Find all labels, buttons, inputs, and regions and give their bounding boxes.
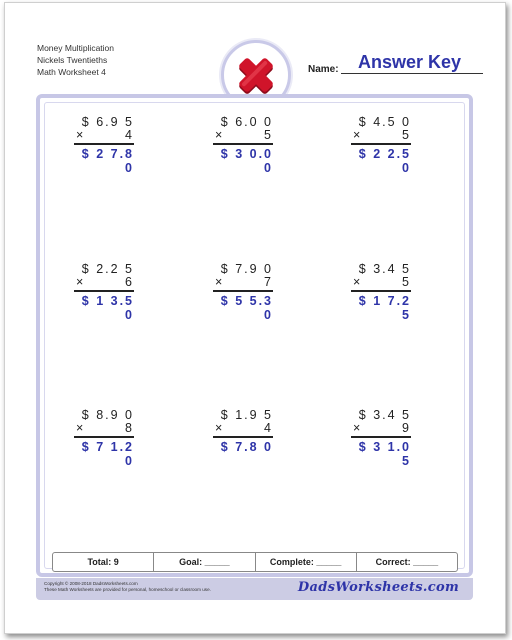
tally-complete: Complete: _____ <box>255 553 356 571</box>
problem-answer: $ 2 2.5 0 <box>358 147 411 175</box>
multiply-sign: × <box>353 128 361 142</box>
multiply-sign: × <box>76 275 84 289</box>
answer-rule <box>213 436 273 438</box>
problem-answer: $ 3 1.0 5 <box>358 440 411 468</box>
problem-multiplier: 7 <box>264 275 273 289</box>
problem-multiplier: 4 <box>264 421 273 435</box>
tally-correct: Correct: _____ <box>356 553 457 571</box>
problem-7 <box>74 408 134 468</box>
problem-answer: $ 1 3.5 0 <box>81 294 134 322</box>
problem-3 <box>351 115 411 175</box>
problem-6 <box>351 262 411 322</box>
problem-2 <box>213 115 273 175</box>
tally-goal: Goal: _____ <box>153 553 254 571</box>
multiply-sign: × <box>76 128 84 142</box>
footer <box>36 578 473 600</box>
problem-answer: $ 5 5.3 0 <box>220 294 273 322</box>
problem-4 <box>74 262 134 322</box>
problem-answer: $ 1 7.2 5 <box>358 294 411 322</box>
problem-top-value: $ 7.9 0 <box>220 262 273 276</box>
problem-answer: $ 7 1.2 0 <box>81 440 134 468</box>
copyright-line-1: Copyright © 2008-2018 DadsWorksheets.com <box>44 581 138 586</box>
problem-multiplier: 6 <box>125 275 134 289</box>
problem-multiplier: 5 <box>402 128 411 142</box>
multiply-sign: × <box>353 421 361 435</box>
problem-multiplier: 5 <box>402 275 411 289</box>
answer-rule <box>351 290 411 292</box>
problem-answer: $ 7.8 0 <box>220 440 273 454</box>
problem-top-value: $ 6.0 0 <box>220 115 273 129</box>
multiply-sign: × <box>76 421 84 435</box>
answer-rule <box>74 143 134 145</box>
red-x-icon <box>234 53 278 97</box>
problem-multiplier: 5 <box>264 128 273 142</box>
problem-8 <box>213 408 273 454</box>
answer-rule <box>74 436 134 438</box>
multiply-sign: × <box>353 275 361 289</box>
problem-answer: $ 3 0.0 0 <box>220 147 273 175</box>
problem-top-value: $ 1.9 5 <box>220 408 273 422</box>
problem-1 <box>74 115 134 175</box>
score-tally <box>52 552 458 572</box>
problem-multiplier: 4 <box>125 128 134 142</box>
multiply-sign: × <box>215 275 223 289</box>
name-label: Name: <box>308 64 339 75</box>
problem-9 <box>351 408 411 468</box>
problem-top-value: $ 6.9 5 <box>81 115 134 129</box>
problem-top-value: $ 4.5 0 <box>358 115 411 129</box>
answer-key-label: Answer Key <box>358 52 462 72</box>
problem-top-value: $ 2.2 5 <box>81 262 134 276</box>
worksheet-title <box>37 42 114 78</box>
problem-answer: $ 2 7.8 0 <box>81 147 134 175</box>
title-line-1: Money Multiplication <box>37 43 115 53</box>
name-row <box>308 52 486 76</box>
answer-rule <box>74 290 134 292</box>
problem-top-value: $ 3.4 5 <box>358 262 411 276</box>
problem-5 <box>213 262 273 322</box>
problem-multiplier: 8 <box>125 421 134 435</box>
problem-multiplier: 9 <box>402 421 411 435</box>
name-line <box>341 73 483 74</box>
copyright-notice <box>44 581 211 593</box>
tally-total: Total: 9 <box>87 557 119 567</box>
answer-rule <box>213 143 273 145</box>
answer-rule <box>351 436 411 438</box>
copyright-line-2: These Math Worksheets are provided for personal, homeschool or classroom use. <box>44 587 211 592</box>
problem-top-value: $ 3.4 5 <box>358 408 411 422</box>
brand-logo: DadsWorksheets.com <box>297 580 459 595</box>
title-line-2: Nickels Twentieths <box>37 55 108 65</box>
problem-top-value: $ 8.9 0 <box>81 408 134 422</box>
answer-rule <box>213 290 273 292</box>
title-line-3: Math Worksheet 4 <box>37 67 106 77</box>
multiply-sign: × <box>215 128 223 142</box>
multiply-sign: × <box>215 421 223 435</box>
answer-rule <box>351 143 411 145</box>
